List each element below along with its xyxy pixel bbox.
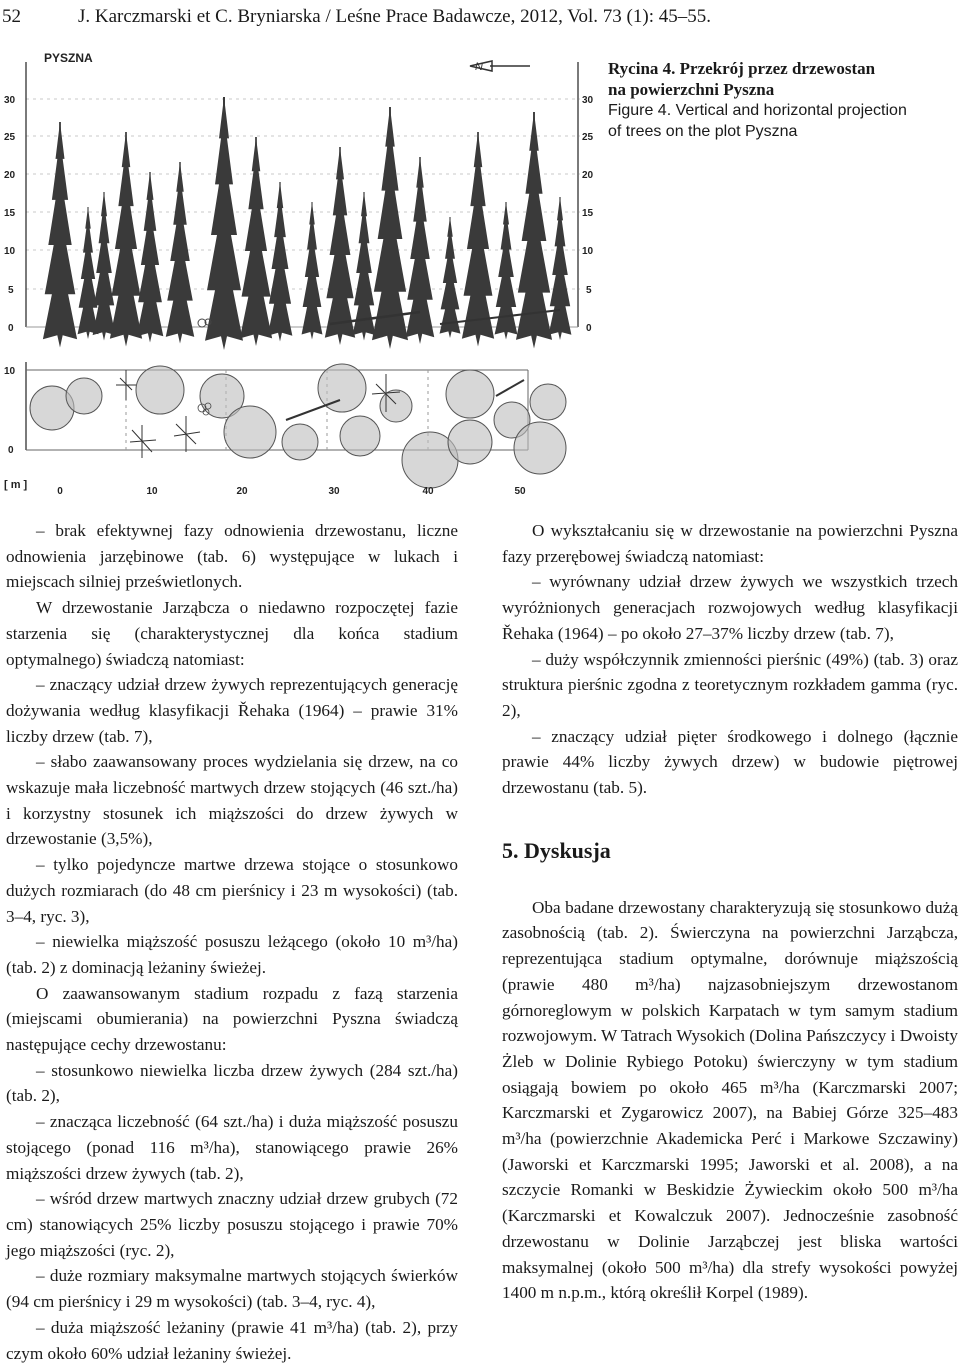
- caption-en-line2: of trees on the plot Pyszna: [608, 123, 798, 140]
- figure-caption: [608, 58, 948, 142]
- paragraph: – wśród drzew martwych znaczny udział drzew grubych (72 cm) stanowiących 25% liczby posuszu stojącego i prawie 70% jego miąższości (ryc. 2),: [6, 1189, 458, 1260]
- paragraph: O zaawansowanym stadium rozpadu z fazą starzenia (miejscami obumierania) na powierzchni Pyszna świadczą następujące cechy drzewostanu:: [6, 983, 458, 1055]
- paragraph: W drzewostanie Jarząbcza o niedawno rozpoczętej fazie starzenia się (charakterystycznej dla końca stadium optymalnego) świadczą natomiast:: [6, 598, 458, 669]
- north-arrow-icon: [470, 61, 530, 73]
- axis-tick-5-right: 5: [586, 285, 592, 296]
- paragraph: – niewielka miąższość posuszu leżącego (około 10 m³/ha) (tab. 2) z dominacją leżaniny świeżej.: [6, 932, 458, 977]
- paragraph: – duży współczynnik zmienności pierśnic (49%) (tab. 3) oraz struktura pierśnic zgodna z teoretycznym rozkładem gamma (ryc. 2),: [502, 649, 958, 720]
- axis-tick-0: 0: [8, 323, 14, 334]
- axis-tick-15: 15: [4, 208, 16, 219]
- plan-tick-10: 10: [4, 366, 16, 377]
- axis-tick-25: 25: [4, 132, 16, 143]
- x-tick-20: 20: [236, 486, 248, 497]
- x-tick-30: 30: [328, 486, 340, 497]
- paragraph: – znacząca liczebność (64 szt./ha) i duża miąższość posuszu stojącego (ponad 116 m³/ha), stanowiącego prawie 26% miąższości drzew żywych (tab. 2),: [6, 1112, 458, 1183]
- paragraph: O wykształcaniu się w drzewostanie na powierzchni Pyszna fazy przerębowej świadczą natomiast:: [502, 521, 958, 566]
- x-tick-50: 50: [514, 486, 526, 497]
- paragraph: – wyrównany udział drzew żywych we wszystkich trzech wyróżnionych generacjach rozwojowych według klasyfikacji Řehaka (1964) – po około 27–37% liczby drzew (tab. 7),: [502, 572, 958, 643]
- axis-tick-20-right: 20: [582, 170, 594, 181]
- paragraph: – słabo zaawansowany proces wydzielania się drzew, na co wskazuje mała liczebność martwych drzew stojących (46 szt./ha) i korzystny stosunek ich miąższości do drzew żywych w drzewostanie (3,5%),: [6, 752, 458, 849]
- axis-tick-30: 30: [4, 95, 16, 106]
- paragraph: – tylko pojedyncze martwe drzewa stojące o stosunkowo dużych rozmiarach (do 48 cm pierśnicy i 23 m wysokości) (tab. 3–4, ryc. 3),: [6, 855, 458, 926]
- running-title: J. Karczmarski et C. Bryniarska / Leśne Prace Badawcze, 2012, Vol. 73 (1): 45–55.: [78, 6, 711, 27]
- crown-projection: [4, 362, 566, 488]
- axis-tick-30-right: 30: [582, 95, 594, 106]
- axis-tick-5: 5: [8, 285, 14, 296]
- tree-profile: [43, 97, 572, 350]
- x-tick-0: 0: [57, 486, 63, 497]
- axis-tick-10: 10: [4, 246, 16, 257]
- left-column: [6, 518, 458, 1366]
- axis-tick-0-right: 0: [586, 323, 592, 334]
- section-heading: 5. Dyskusja: [502, 837, 611, 863]
- page-header: [0, 0, 960, 34]
- x-tick-40: 40: [422, 486, 434, 497]
- plot-label: PYSZNA: [44, 51, 93, 65]
- unit-label: [ m ]: [4, 479, 28, 491]
- caption-pl-line1: Rycina 4. Przekrój przez drzewostan: [608, 59, 876, 78]
- axis-tick-20: 20: [4, 170, 16, 181]
- caption-pl-line2: na powierzchni Pyszna: [608, 80, 775, 99]
- paragraph: – znaczący udział pięter środkowego i dolnego (łącznie prawie 44% liczby żywych drzew) w budowie piętrowej drzewostanu (tab. 5).: [502, 726, 958, 798]
- paragraph: – brak efektywnej fazy odnowienia drzewostanu, liczne odnowienia jarzębinowe (tab. 6) występujące w lukach i miejscach silniej prześwietlonych.: [6, 521, 458, 592]
- discussion-paragraph: Oba badane drzewostany charakteryzują się stosunkowo dużą zasobnością (tab. 2). Świerczyna na powierzchni Jarząbcza, reprezentująca stadium optymalne, dorównuje miąższością (prawie 480 m³/ha) najzasobniejszym drzewostanom górnoreglowym w polskich Karpatach w tym samym stadium rozwojowym. W Tatrach Wysokich (Dolina Pańszczycy i Dwoisty Żleb w Dolinie Rybiego Potoku) świerczyny w tym stadium osiągają bowiem po około 465 m³/ha (Karczmarski 2007; Karczmarski et Zygarowicz 2007), na Babiej Górze 325–483 m³/ha (powierzchnie Akademicka Perć i Markowe Szczawiny) (Jaworski et Karczmarski 1995; Jaworski et al. 2008), a na szczycie Romanki w Beskidzie Żywieckim około 500 m³/ha (Karczmarski et Kowalczuk 2007). Jednocześnie zasobność drzewostanu w Dolinie Jarząbczej jest bliska wartości maksymalnej (około 500 m³/ha) dla strefy wysokości powyżej 1400 m n.p.m., którą określił Korpel (1989).: [502, 897, 958, 1303]
- paragraph: – stosunkowo niewielka liczba drzew żywych (284 szt./ha) (tab. 2),: [6, 1060, 458, 1106]
- axis-tick-10-right: 10: [582, 246, 594, 257]
- north-arrow-letter: N: [475, 61, 483, 73]
- paragraph: – duże rozmiary maksymalne martwych stojących świerków (94 cm pierśnicy i 29 m wysokości) (tab. 3–4, ryc. 4),: [6, 1266, 458, 1312]
- plan-tick-0: 0: [8, 445, 14, 456]
- right-column: [502, 518, 958, 1306]
- caption-en-line1: Figure 4. Vertical and horizontal projection: [608, 102, 907, 119]
- figure-illustration: [0, 40, 600, 510]
- axis-tick-25-right: 25: [582, 132, 594, 143]
- paragraph: – znaczący udział drzew żywych reprezentujących generację dożywania według klasyfikacji Řehaka (1964) – prawie 31% liczby drzew (tab. 7),: [6, 675, 458, 746]
- axis-tick-15-right: 15: [582, 208, 594, 219]
- page-number: 52: [2, 6, 21, 27]
- figure-4: [0, 40, 600, 510]
- paragraph: – duża miąższość leżaniny (prawie 41 m³/ha) (tab. 2), przy czym około 60% udział leżaniny świeżej.: [6, 1317, 458, 1363]
- x-tick-10: 10: [146, 486, 158, 497]
